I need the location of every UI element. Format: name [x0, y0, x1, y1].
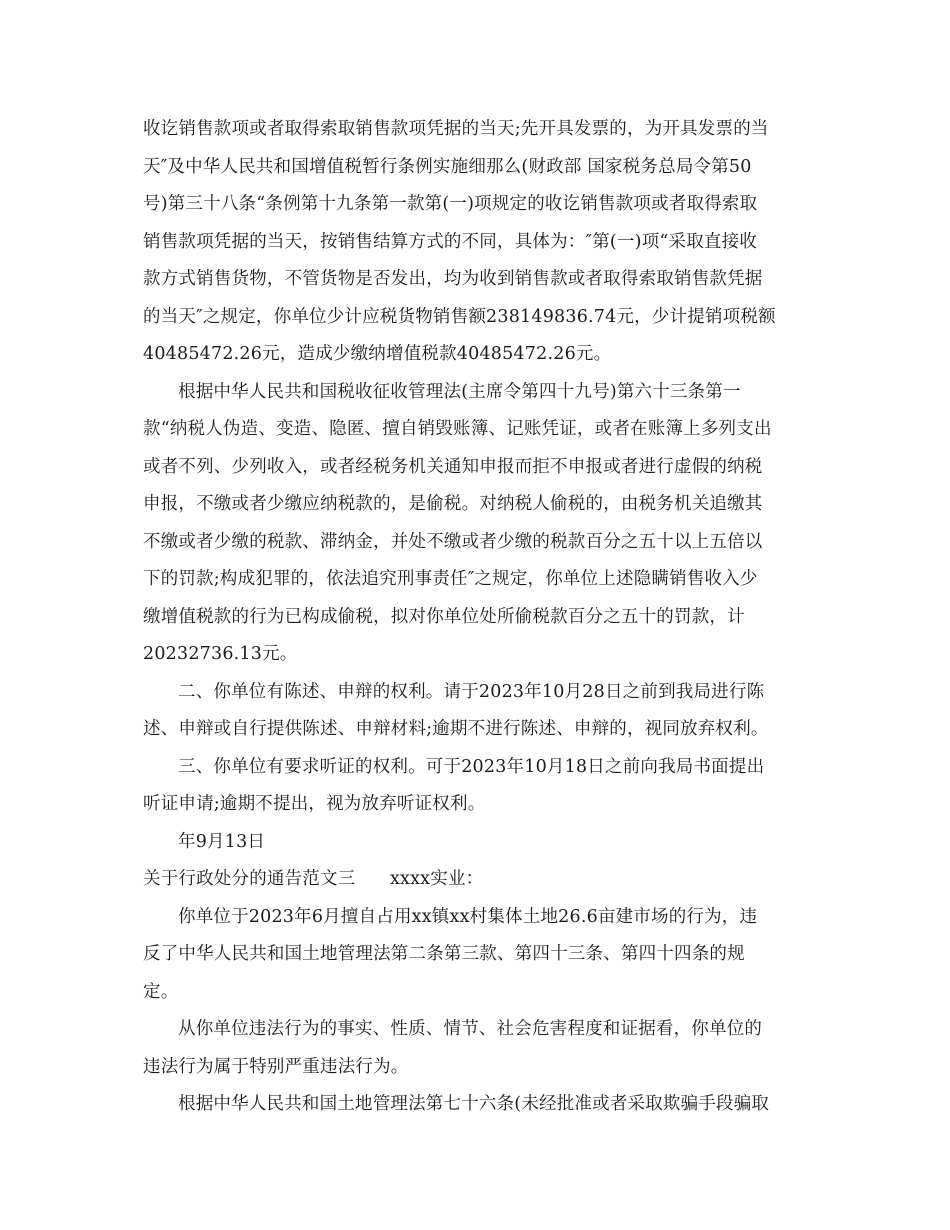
text-line: 根据中华人民共和国税收征收管理法(主席令第四十九号)第六十三条第一 — [178, 381, 741, 402]
paragraph — [143, 1011, 815, 1086]
paragraph — [143, 749, 815, 824]
text-line: 不缴或者少缴的税款、滞纳金，并处不缴或者少缴的税款百分之五十以上五倍以 — [143, 531, 763, 552]
text-line: 反了中华人民共和国土地管理法第二条第三款、第四十三条、第四十四条的规 — [143, 944, 745, 964]
text-line: 三、你单位有要求听证的权利。可于2023年10月18日之前向我局书面提出 — [178, 756, 765, 777]
text-line: 下的罚款;构成犯罪的，依法追究刑事责任″之规定，你单位上述隐瞒销售收入少 — [143, 569, 758, 589]
text-line: 的当天″之规定，你单位少计应税货物销售额238149836.74元，少计提销项税额 — [143, 306, 776, 327]
text-line: 40485472.26元，造成少缴纳增值税款40485472.26元。 — [143, 344, 612, 364]
text-line: 从你单位违法行为的事实、性质、情节、社会危害程度和证据看，你单位的 — [178, 1019, 763, 1039]
paragraph — [143, 374, 815, 674]
document-body — [143, 111, 815, 1124]
paragraph — [143, 111, 815, 374]
text-line: 或者不列、少列收入，或者经税务机关通知申报而拒不申报或者进行虚假的纳税 — [143, 456, 763, 477]
text-line: 你单位于2023年6月擅自占用xx镇xx村集体土地26.6亩建市场的行为，违 — [178, 906, 758, 927]
paragraph — [143, 824, 815, 862]
text-line: 年9月13日 — [178, 831, 266, 852]
text-line: 天″及中华人民共和国增值税暂行条例实施细那么(财政部 国家税务总局令第50 — [143, 156, 752, 177]
text-line: 款“纳税人伪造、变造、隐匿、擅自销毁账簿、记账凭证，或者在账簿上多列支出 — [143, 419, 772, 439]
text-line: 款方式销售货物，不管货物是否发出，均为收到销售款或者取得索取销售款凭据 — [143, 269, 763, 289]
paragraph — [143, 674, 815, 749]
text-line: 销售款项凭据的当天，按销售结算方式的不同，具体为：″第(一)项“采取直接收 — [143, 231, 758, 252]
text-line: 号)第三十八条“条例第十九条第一款第(一)项规定的收讫销售款项或者取得索取 — [143, 194, 758, 214]
text-line: 违法行为属于特别严重违法行为。 — [143, 1056, 409, 1077]
text-line: 二、你单位有陈述、申辩的权利。请于2023年10月28日之前到我局进行陈 — [178, 681, 765, 702]
section-heading-line: 关于行政处分的通告范文三 xxxx实业： — [143, 869, 484, 889]
text-line: 听证申请;逾期不提出，视为放弃听证权利。 — [143, 794, 486, 814]
text-line: 缴增值税款的行为已构成偷税，拟对你单位处所偷税款百分之五十的罚款，计 — [143, 606, 745, 627]
paragraph — [143, 899, 815, 1012]
text-line: 定。 — [143, 981, 179, 1002]
paragraph — [143, 861, 815, 899]
text-line: 申报，不缴或者少缴应纳税款的，是偷税。对纳税人偷税的，由税务机关追缴其 — [143, 494, 763, 514]
text-line: 收讫销售款项或者取得索取销售款项凭据的当天;先开具发票的，为开具发票的当 — [143, 119, 769, 139]
text-line: 根据中华人民共和国土地管理法第七十六条(未经批准或者采取欺骗手段骗取 — [178, 1094, 770, 1114]
text-line: 20232736.13元。 — [143, 644, 298, 664]
text-line: 述、申辩或自行提供陈述、申辩材料;逾期不进行陈述、申辩的，视同放弃权利。 — [143, 719, 769, 739]
paragraph — [143, 1086, 815, 1124]
